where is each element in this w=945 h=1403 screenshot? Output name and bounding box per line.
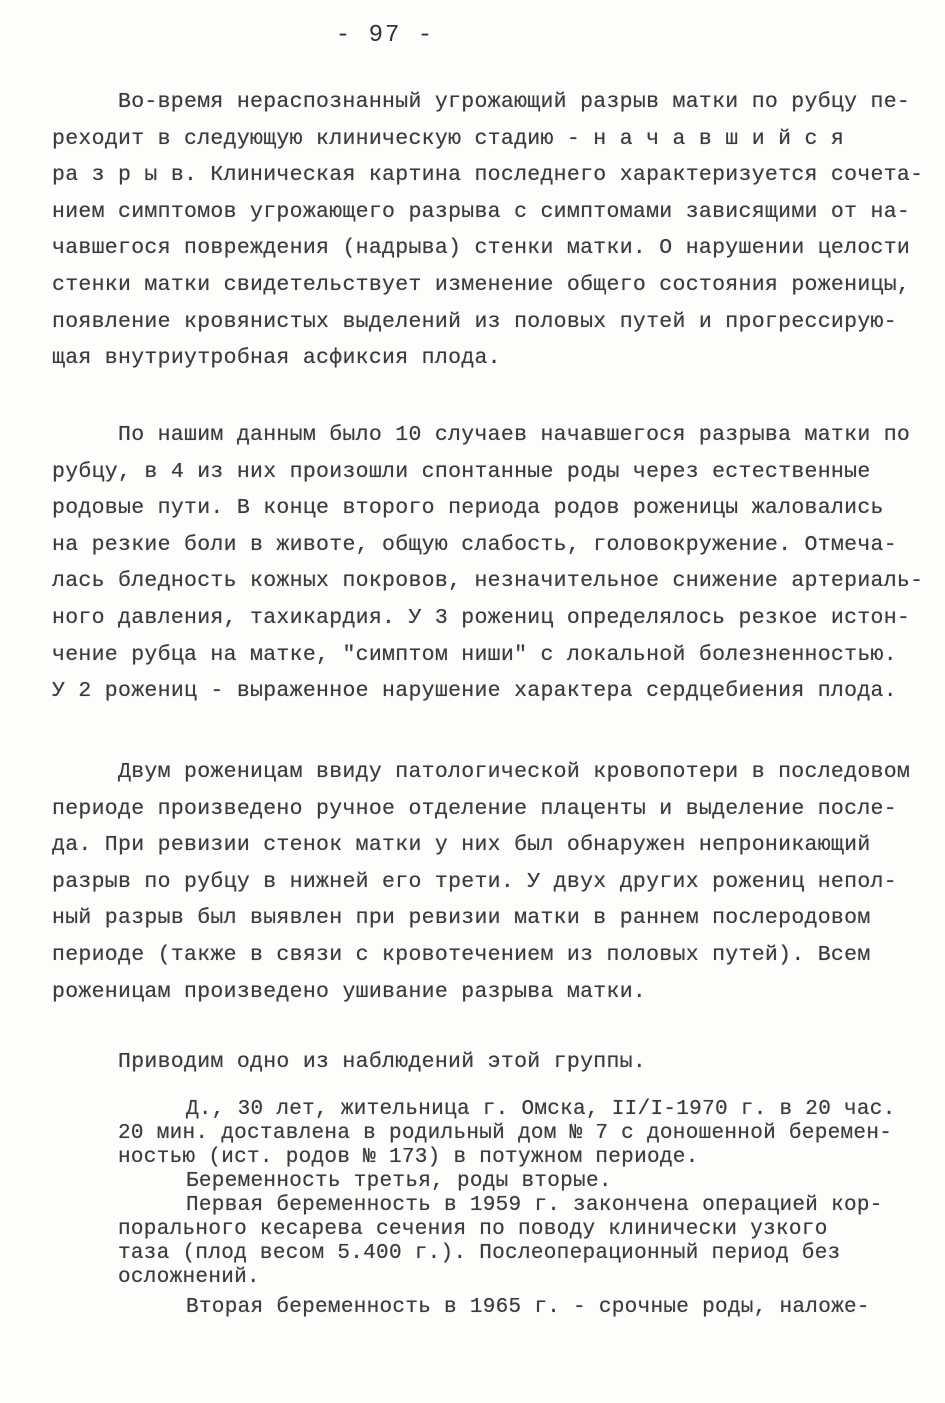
text-line: У 2 рожениц - выраженное нарушение характера сердцебиения плода. bbox=[52, 679, 897, 704]
text-line: ный разрыв был выявлен при ревизии матки в раннем послеродовом bbox=[52, 906, 871, 931]
paragraph-2 bbox=[52, 417, 924, 710]
paragraph-1 bbox=[52, 84, 924, 377]
text-line: да. При ревизии стенок матки у них был обнаружен непроникающий bbox=[52, 833, 871, 858]
text-line: разрыв по рубцу в нижней его трети. У двух других рожениц непол- bbox=[52, 869, 897, 894]
text-line: появление кровянистых выделений из половых путей и прогрессирую- bbox=[52, 309, 897, 334]
case-line: 20 мин. доставлена в родильный дом № 7 с доношенной беремен- bbox=[118, 1122, 893, 1145]
text-line: нием симптомов угрожающего разрыва с симптомами зависящими от на- bbox=[52, 199, 911, 224]
case-line: Беременность третья, роды вторые. bbox=[186, 1170, 612, 1193]
case-line: таза (плод весом 5.400 г.). Послеоперационный период без bbox=[118, 1242, 841, 1265]
text-line: Во-время нераспознанный угрожающий разрыв матки по рубцу пе- bbox=[118, 90, 911, 114]
text-line: чение рубца на матке, "симптом ниши" с локальной болезненностью. bbox=[52, 642, 897, 667]
paragraph-3 bbox=[52, 754, 911, 1010]
text-line: рубцу, в 4 из них произошли спонтанные роды через естественные bbox=[52, 459, 871, 484]
text-line: Приводим одно из наблюдений этой группы. bbox=[118, 1050, 647, 1074]
text-line: щая внутриутробная асфиксия плода. bbox=[52, 346, 501, 371]
text-line: чавшегося повреждения (надрыва) стенки матки. О нарушении целости bbox=[52, 236, 911, 261]
text-line: По нашим данным было 10 случаев начавшегося разрыва матки по bbox=[118, 423, 911, 447]
text-line: лась бледность кожных покровов, незначительное снижение артериаль- bbox=[52, 569, 924, 594]
case-line: Первая беременность в 1959 г. закончена операцией кор- bbox=[186, 1194, 883, 1217]
text-line: периоде произведено ручное отделение плаценты и выделение после- bbox=[52, 796, 897, 821]
text-line: роженицам произведено ушивание разрыва матки. bbox=[52, 979, 647, 1004]
case-line: порального кесарева сечения по поводу клинически узкого bbox=[118, 1218, 828, 1241]
case-line: ностью (ист. родов № 173) в потужном периоде. bbox=[118, 1146, 699, 1169]
case-line: Вторая беременность в 1965 г. - срочные роды, наложе- bbox=[186, 1296, 870, 1319]
case-line: осложнений. bbox=[118, 1266, 260, 1289]
text-line: периоде (также в связи с кровотечением из половых путей). Всем bbox=[52, 942, 871, 967]
text-line: на резкие боли в животе, общую слабость, головокружение. Отмеча- bbox=[52, 532, 897, 557]
text-line: ра з р ы в. Клиническая картина последнего характеризуется сочета- bbox=[52, 163, 924, 188]
text-line: родовые пути. В конце второго периода родов роженицы жаловались bbox=[52, 496, 884, 521]
text-line: стенки матки свидетельствует изменение общего состояния роженицы, bbox=[52, 272, 911, 297]
case-description bbox=[118, 1098, 896, 1320]
paragraph-4 bbox=[52, 1044, 892, 1081]
page-number: - 97 - bbox=[335, 22, 435, 49]
text-line: реходит в следующую клиническую стадию - н а ч а в ш и й с я bbox=[52, 126, 845, 151]
text-line: Двум роженицам ввиду патологической кровопотери в последовом bbox=[118, 760, 911, 784]
case-line: Д., 30 лет, жительница г. Омска, II/I-1970 г. в 20 час. bbox=[186, 1098, 896, 1121]
text-line: ного давления, тахикардия. У 3 рожениц определялось резкое истон- bbox=[52, 605, 911, 630]
